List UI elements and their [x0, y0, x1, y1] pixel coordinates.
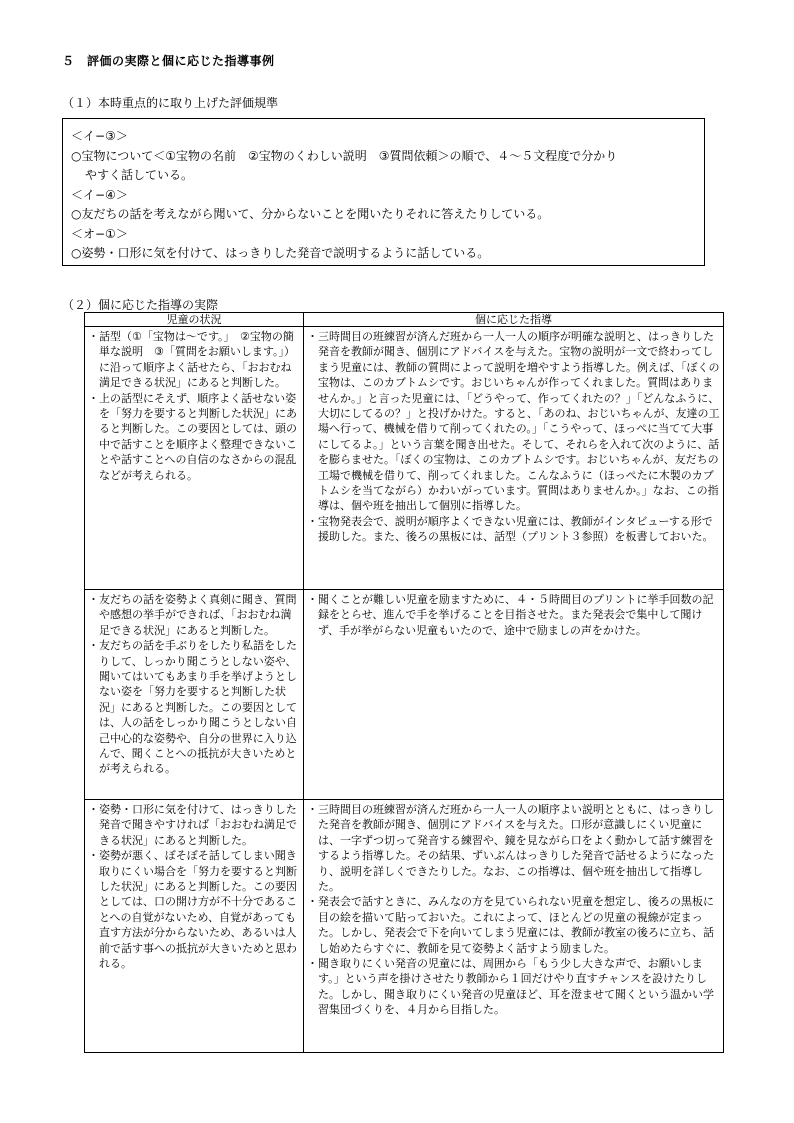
column-header-guidance: 個に応じた指導: [304, 313, 724, 327]
table-row: [85, 590, 724, 800]
status-text: ・友だちの話を手ぶりをしたり私語をしたりして、しっかり聞こうとしない姿や、聞いてはいてもあまり手を挙げようとしない姿を「努力を要すると判断した状況」にあると判断した。この要因としては、人の話をしっかり聞こうとしない自己中心的な姿勢や、自分の世界に入り込んで、聞くことへの抵抗が大きいためとが考えられる。: [88, 639, 297, 776]
status-text: ・姿勢が悪く、ぼそぼそ話してしまい聞き取りにくい場合を「努力を要すると判断した状況」にあると判断した。この要因としては、口の開け方が不十分であることへの自覚がないため、自覚があっても直す方法が分からないため、あるいは人前で話す事への抵抗が大きいためと思われる。: [88, 849, 297, 971]
guidance-table: [84, 312, 724, 1053]
status-text: ・友だちの話を姿勢よく真剣に聞き、質問や感想の挙手ができれば、「おおむね満足できる状況」にあると判断した。: [88, 593, 297, 637]
status-text: ・上の話型にそえず、順序よく話せない姿を「努力を要すると判断した状況」にあると判断した。この要因としては、頭の中で話すことを順序よく整理できないことや話すことへの自信のなさからの混乱などが考えられる。: [88, 391, 297, 482]
guidance-text: ・発表会で話すときに、みんなの方を見ていられない児童を想定し、後ろの黒板に目の絵を描いて貼っておいた。これによって、ほとんどの児童の視線が定まった。しかし、発表会で下を向いてしまう児童には、教師が教室の後ろに立ち、話し始めたらすぐに、教師を見て姿勢よく話すよう励ました。: [307, 895, 714, 955]
column-header-status: 児童の状況: [85, 313, 304, 327]
status-cell: [85, 590, 304, 800]
guidance-section-title: （２）個に応じた指導の実際: [62, 298, 219, 312]
status-cell: [85, 800, 304, 1053]
criteria-box: [62, 118, 705, 266]
guidance-cell: [304, 590, 724, 800]
table-row: [85, 327, 724, 590]
guidance-cell: [304, 327, 724, 590]
criteria-label: ＜オ−①＞: [71, 226, 128, 241]
guidance-text: ・宝物発表会で、説明が順序よくできない児童には、教師がインタビューする形で援助した。また、後ろの黒板には、話型（プリント３参照）を板書しておいた。: [307, 514, 714, 544]
guidance-cell: [304, 800, 724, 1053]
guidance-text: ・聞くことが難しい児童を励ますために、４・５時間目のプリントに挙手回数の記録をとらせ、進んで手を挙げることを目指させた。また発表会で集中して聞けず、手が挙がらない児童もいたので、途中で励ましの声をかけた。: [307, 593, 714, 637]
criteria-item: ○宝物について＜①宝物の名前 ②宝物のくわしい説明 ③質問依頼＞の順で、４〜５文程度で分かり: [71, 148, 618, 163]
criteria-section-title: （１）本時重点的に取り上げた評価規準: [62, 96, 279, 110]
status-text: ・姿勢・口形に気を付けて、はっきりした発音で聞きやすければ「おおむね満足できる状況」にあると判断した。: [88, 803, 297, 847]
table-row: [85, 800, 724, 1053]
guidance-text: ・三時間目の班練習が済んだ班から一人一人の順序が明確な説明と、はっきりした発音を教師が聞き、個別にアドバイスを与えた。宝物の説明が一文で終わってしまう児童には、教師の質問によって説明を増やすよう指導した。例えば、「ぼくの宝物は、このカブトムシです。おじいちゃんが作ってくれました。質問はありませんか。」と言った児童には、「どうやって、作ってくれたの？」「どんなふうに、大切にしてるの？」と投げかけた。すると、「あのね、おじいちゃんが、友達の工場へ行って、機械を借りて削ってくれたの。」「こうやって、ほっぺに当てて大事にしてるよ。」という言葉を聞き出せた。そして、それらを入れて次のように、話を膨らませた。「ぼくの宝物は、このカブトムシです。おじいちゃんが、友だちの工場で機械を借りて、削ってくれました。こんなふうに（ほっぺたに木製のカブトムシを当てながら）かわいがっています。質問はありませんか。」なお、この指導は、個や班を抽出して個別に指導した。: [307, 330, 720, 513]
criteria-item: ○姿勢・口形に気を付けて、はっきりした発音で説明するように話している。: [71, 246, 490, 260]
criteria-item-continuation: やすく話している。: [85, 168, 194, 182]
section-heading: ５ 評価の実際と個に応じた指導事例: [62, 54, 275, 68]
criteria-item: ○友だちの話を考えながら聞いて、分からないことを聞いたりそれに答えたりしている。: [71, 207, 550, 221]
table-header-row: [85, 313, 724, 327]
criteria-label: ＜イ−④＞: [71, 187, 128, 202]
guidance-text: ・聞き取りにくい発音の児童には、周囲から「もう少し大きな声で、お願いします。」という声を掛けさせたり教師から１回だけやり直すチャンスを設けたりした。しかし、聞き取りにくい発音の児童ほど、耳を澄ませて聞くという温かい学習集団づくりを、４月から目指した。: [307, 957, 714, 1017]
status-text: ・話型（①「宝物は〜です。」 ②宝物の簡単な説明 ③「質問をお願いします。」）に沿って順序よく話せたら、「おおむね満足できる状況」にあると判断した。: [88, 330, 295, 390]
criteria-label: ＜イ−③＞: [71, 129, 128, 143]
status-cell: [85, 327, 304, 590]
guidance-text: ・三時間目の班練習が済んだ班から一人一人の順序よい説明とともに、はっきりした発音を教師が聞き、個別にアドバイスを与えた。口形が意識しにくい児童には、一字ずつ切って発音する練習や、鏡を見ながら口をよく動かして話す練習をするよう指導した。その結果、ずいぶんはっきりした発音で話せるようになったり、説明を詳しくできたりした。なお、この指導は、個や班を抽出して指導した。: [307, 803, 714, 894]
